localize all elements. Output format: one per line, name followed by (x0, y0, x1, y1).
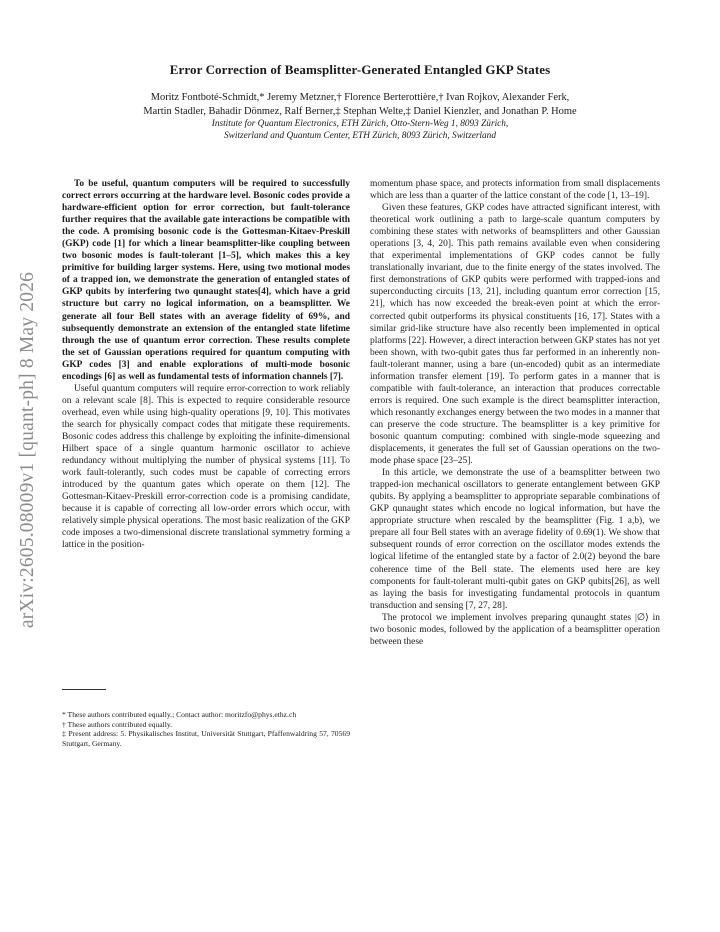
footnote-rule (62, 689, 106, 690)
affiliation-line-2: Switzerland and Quantum Center, ETH Zürich, 8093 Zürich, Switzerland (224, 130, 496, 141)
left-column (62, 178, 350, 551)
author-line-2: Martin Stadler, Bahadir Dönmez, Ralf Berner,‡ Stephan Welte,‡ Daniel Kienzler, and Jonathan P. Home (143, 106, 577, 117)
intro-paragraph: Useful quantum computers will require error-correction to work reliably on a relevant scale [8]. This is expected to require considerable resource overhead, even while using high-quality operations [9, 10]. This motivates the search for physically compact codes that mitigate these requirements. Bosonic codes address this challenge by exploiting the infinite-dimensional Hilbert space of a single quantum harmonic oscillator to achieve redundancy without multiplying the number of physical systems [11]. To work fault-tolerantly, such codes must be capable of correcting errors introduced by the quantum gates which operate on them [12]. The Gottesman-Kitaev-Preskill error-correction code is a promising candidate, because it is capable of correcting all low-order errors which occur, with relatively simple physical operations. The most basic realization of the GKP code imposes a two-dimensional discrete translational symmetry forming a lattice in the position- (62, 383, 350, 551)
body-paragraph-2: Given these features, GKP codes have attracted significant interest, with theoretical work outlining a path to large-scale quantum computers by combining these states with networks of beamsplitters and other Gaussian operations [3, 4, 20]. This path remains available even when considering that experimental implementations of GKP codes cannot be fully translationally invariant, due to the finite energy of the states involved. The first demonstrations of GKP qubits were performed with trapped-ions and superconducting circuits [13, 21], including quantum error correction [15, 21], which has now exceeded the break-even point at which the error-corrected qubit outperforms its physical constituents [16, 17]. States with a similar grid-like structure have also recently been implemented in optical platforms [22]. However, a direct interaction between GKP states has not yet been shown, with two-qubit gates thus far performed in an inherently non-fault-tolerant manner, using a bare (un-encoded) qubit as an intermediate information transfer element [19]. To perform gates in a manner that is compatible with fault-tolerance, an interaction that produces correctable errors is required. One such example is the direct beamsplitter interaction, which resonantly exchanges energy between the two modes in a manner that can preserve the code structure. The beamsplitter is a key primitive for bosonic quantum computing: combined with single-mode squeezing and displacements, it generates the full set of Gaussian operations on the two-mode phase space [23–25]. (370, 203, 660, 467)
arxiv-identifier: arXiv:2605.08009v1 [quant-ph] 8 May 2026 (17, 271, 38, 629)
footnote-equal-contribution: * These authors contributed equally.; Contact author: moritzfo@phys.ethz.ch (62, 710, 297, 719)
footnotes (62, 710, 350, 748)
author-line-1: Moritz Fontboté-Schmidt,* Jeremy Metzner,† Florence Berterottière,† Ivan Rojkov, Alexander Ferk, (150, 92, 570, 103)
footnote-dagger: † These authors contributed equally. (62, 719, 173, 729)
footnote-present-address: ‡ Present address: 5. Physikalisches Institut, Universität Stuttgart, Pfaffenwaldring 57, 70569 Stuttgart, Germany. (62, 729, 350, 748)
affiliation-line-1: Institute for Quantum Electronics, ETH Zürich, Otto-Stern-Weg 1, 8093 Zürich, (211, 119, 509, 129)
body-paragraph-4: The protocol we implement involves preparing qunaught states |∅⟩ in two bosonic modes, followed by the application of a beamsplitter operation between these (370, 612, 660, 647)
paper-title: Error Correction of Beamsplitter-Generated Entangled GKP States (169, 62, 551, 77)
right-column (370, 178, 660, 648)
author-list (40, 91, 680, 119)
affiliation (40, 119, 680, 142)
body-paragraph-1: momentum phase space, and protects information from small displacements which are less than a quarter of the lattice constant of the code [1, 13–19]. (370, 179, 660, 202)
body-paragraph-3: In this article, we demonstrate the use of a beamsplitter between two trapped-ion mechanical oscillators to generate entanglement between GKP qubits. By applying a beamsplitter to appropriate separable combinations of GKP qunaught states which encode no logical information, but have the appropriate structure when rescaled by the beamsplitter (Fig. 1 a,b), we prepare all four Bell states with an average fidelity of 0.69(1). We show that subsequent rounds of error correction on the oscillator modes extends the logical lifetime of the entangled state by a factor of 2.0(2) beyond the bare coherence time of the Bell state. The elements used here are key components for fault-tolerant multi-qubit gates on GKP qubits[26], as well as laying the basis for investigating fundamental protocols in quantum transduction and sensing [7, 27, 28]. (370, 468, 660, 611)
abstract: To be useful, quantum computers will be required to successfully correct errors occurring at the hardware level. Bosonic codes provide a hardware-efficient option for error correction, but fault-tolerance further requires that the available gate interactions be compatible with the code. A promising bosonic code is the Gottesman-Kitaev-Preskill (GKP) code [1] for which a linear beamsplitter-like coupling between two bosonic modes is fault-tolerant [1–5], which makes this a key primitive for building larger systems. Here, using two motional modes of a trapped ion, we demonstrate the generation of entangled states of GKP qubits by interfering two qunaught states[4], which have a grid structure but carry no logical information, on a beamsplitter. We generate all four Bell states with an average fidelity of 69%, and subsequently demonstrate an extension of the entangled state lifetime through the use of quantum error correction. These results complete the set of Gaussian operations required for quantum computing with GKP codes [3] and enable explorations of multi-mode bosonic encodings [6] as well as fundamental tests of information channels [7]. (62, 179, 350, 382)
arxiv-stamp (8, 250, 48, 650)
